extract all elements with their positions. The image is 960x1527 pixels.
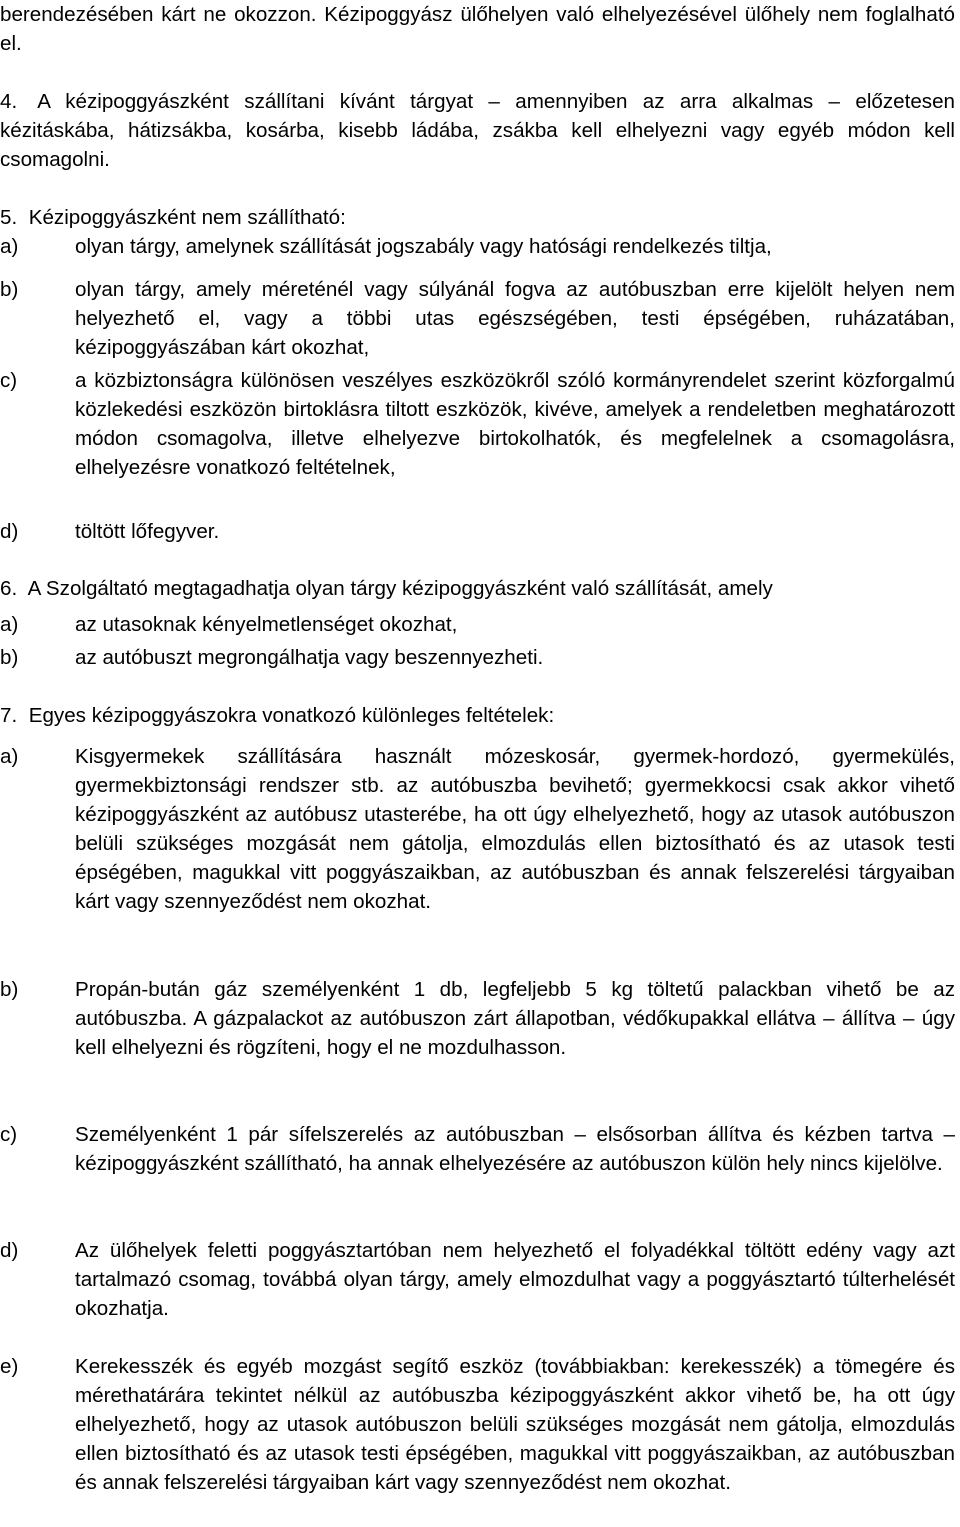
section-7-number: 7.: [0, 704, 18, 727]
item-text: töltött lőfegyver.: [75, 520, 220, 543]
section-6-item-a: [0, 610, 955, 639]
item-label: a): [0, 745, 19, 768]
section-5: [0, 203, 955, 232]
item-label: e): [0, 1355, 19, 1378]
item-text: Kisgyermekek szállítására használt mózeskosár, gyermek-hordozó, gyermekülés, gyermekbiztonsági rendszer stb. az autóbuszba bevihető; gyermekkocsi csak akkor vihető kézipoggyászként az autóbusz utasterébe, ha ott úgy elhelyezhető, hogy az utasok autóbuszon belüli szükséges mozgását nem gátolja, elmozdulás ellen biztosítható és az utasok testi épségében, magukkal vitt poggyászaikban, az autóbuszban és annak felszerelési tárgyaiban kárt vagy szennyeződést nem okozhat.: [75, 745, 955, 913]
section-6-text: A Szolgáltató megtagadhatja olyan tárgy kézipoggyászként való szállítását, amely: [27, 577, 773, 600]
section-6: [0, 574, 955, 603]
item-text: olyan tárgy, amely méreténél vagy súlyánál fogva az autóbuszban erre kijelölt helyen nem helyezhető el, vagy a többi utas egészségében, testi épségében, ruházatában, kézipoggyászában kárt okozhat,: [75, 278, 955, 359]
section-4-number: 4.: [0, 90, 18, 113]
item-text: Személyenként 1 pár sífelszerelés az autóbuszban – elsősorban állítva és kézben tartva – kézipoggyászként szállítható, ha annak elhelyezésére az autóbuszon külön hely nincs kijelölve.: [75, 1123, 955, 1175]
item-label: b): [0, 278, 19, 301]
item-label: d): [0, 520, 19, 543]
item-text: Propán-bután gáz személyenként 1 db, legfeljebb 5 kg töltetű palackban vihető be az autóbuszba. A gázpalackot az autóbuszon zárt állapotban, védőkupakkal ellátva – állítva – úgy kell elhelyezni és rögzíteni, hogy el ne mozdulhasson.: [75, 978, 955, 1059]
item-text: Kerekesszék és egyéb mozgást segítő eszköz (továbbiakban: kerekesszék) a tömegére és mérethatárára tekintet nélkül az autóbuszba kézipoggyászként akkor vihető be, ha ott úgy elhelyezhető, hogy az utasok autóbuszon belüli szükséges mozgását nem gátolja, elmozdulás ellen biztosítható és az utasok testi épségében, magukkal vitt poggyászaikban, az autóbuszban és annak felszerelési tárgyaiban kárt vagy szennyeződést nem okozhat.: [75, 1355, 955, 1494]
section-7-item-a: [0, 742, 955, 916]
section-5-number: 5.: [0, 206, 18, 229]
item-text: a közbiztonságra különösen veszélyes eszközökről szóló kormányrendelet szerint közforgalmú közlekedési eszközön birtoklásra tiltott eszközök, kivéve, amelyek a rendeletben meghatározott módon csomagolva, illetve elhelyezve birtokolhatók, és megfelelnek a csomagolásra, elhelyezésre vonatkozó feltételnek,: [75, 369, 955, 479]
item-label: c): [0, 1123, 18, 1146]
section-7-text: Egyes kézipoggyászokra vonatkozó különleges feltételek:: [28, 704, 555, 727]
item-text: az autóbuszt megrongálhatja vagy beszennyezheti.: [75, 646, 544, 669]
item-label: b): [0, 646, 19, 669]
section-5-text: Kézipoggyászként nem szállítható:: [28, 206, 346, 229]
item-label: a): [0, 235, 19, 258]
section-5-item-b: [0, 275, 955, 362]
section-7: [0, 701, 955, 730]
item-label: a): [0, 613, 19, 636]
section-4-text: A kézipoggyászként szállítani kívánt tárgyat – amennyiben az arra alkalmas – előzetesen kézitáskába, hátizsákba, kosárba, kisebb ládába, zsákba kell elhelyezni vagy egyéb módon kell csomagolni.: [0, 90, 955, 171]
section-7-item-e: [0, 1352, 955, 1497]
item-text: olyan tárgy, amelynek szállítását jogszabály vagy hatósági rendelkezés tiltja,: [75, 235, 772, 258]
section-7-item-b: [0, 975, 955, 1062]
section-6-number: 6.: [0, 577, 18, 600]
section-7-item-c: [0, 1120, 955, 1178]
section-5-item-a: [0, 232, 955, 261]
section-5-item-c: [0, 366, 955, 482]
item-text: Az ülőhelyek feletti poggyásztartóban nem helyezhető el folyadékkal töltött edény vagy azt tartalmazó csomag, továbbá olyan tárgy, amely elmozdulhat vagy a poggyásztartó túlterhelését okozhatja.: [75, 1239, 955, 1320]
section-5-item-d: [0, 517, 955, 546]
item-label: c): [0, 369, 18, 392]
section-4: [0, 87, 955, 174]
item-label: d): [0, 1239, 19, 1262]
item-text: az utasoknak kényelmetlenséget okozhat,: [75, 613, 458, 636]
section-7-item-d: [0, 1236, 955, 1323]
item-label: b): [0, 978, 19, 1001]
continuation-paragraph: berendezésében kárt ne okozzon. Kézipoggyász ülőhelyen való elhelyezésével ülőhely nem foglalható el.: [0, 3, 955, 55]
section-6-item-b: [0, 643, 955, 672]
